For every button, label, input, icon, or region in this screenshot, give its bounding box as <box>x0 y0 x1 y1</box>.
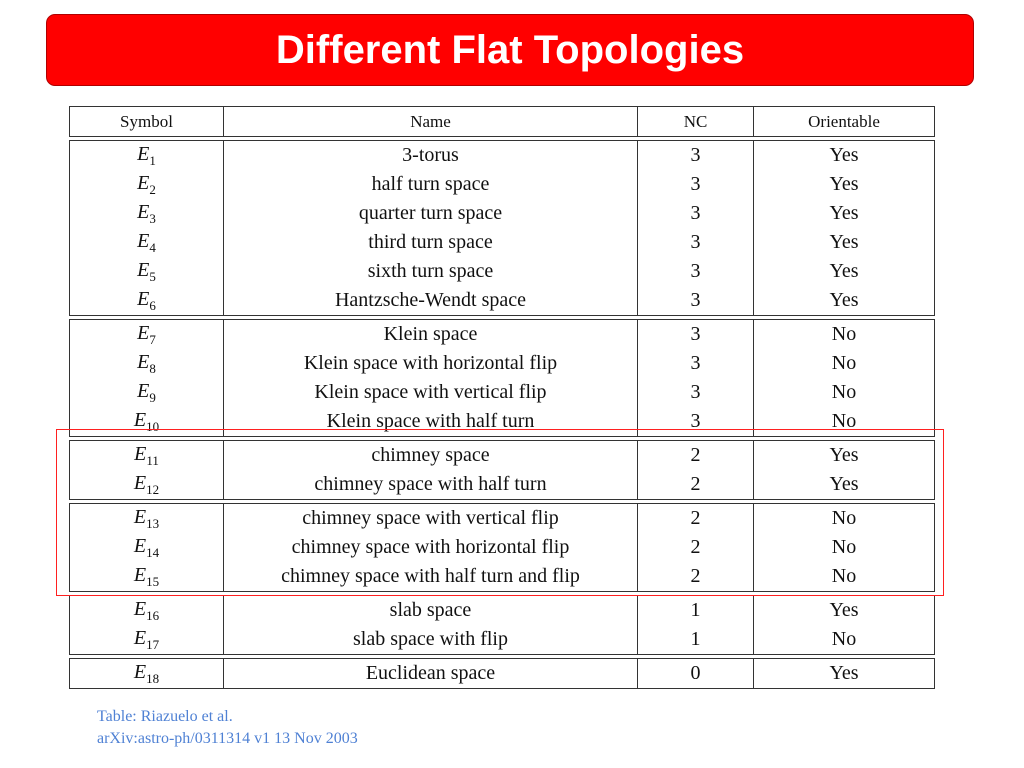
orientable-cell: No <box>754 320 935 350</box>
table-row <box>70 199 935 228</box>
symbol-subscript: 18 <box>146 670 160 686</box>
symbol-cell <box>70 257 224 286</box>
nc-cell: 1 <box>638 625 754 655</box>
symbol-cell <box>70 470 224 500</box>
name-cell: slab space with flip <box>224 625 638 655</box>
table-row <box>70 659 935 689</box>
symbol-cell <box>70 228 224 257</box>
nc-cell: 3 <box>638 407 754 437</box>
nc-cell: 2 <box>638 562 754 592</box>
nc-cell: 2 <box>638 533 754 562</box>
table-row <box>70 286 935 316</box>
table-row <box>70 349 935 378</box>
table-row <box>70 470 935 500</box>
title-banner <box>46 14 974 86</box>
table-row <box>70 378 935 407</box>
header-name: Name <box>224 107 638 137</box>
table-row <box>70 625 935 655</box>
symbol-subscript: 11 <box>146 452 159 468</box>
nc-cell: 3 <box>638 286 754 316</box>
name-cell: sixth turn space <box>224 257 638 286</box>
symbol-subscript: 6 <box>149 297 156 313</box>
symbol-letter: E <box>133 408 147 431</box>
orientable-cell: Yes <box>754 141 935 171</box>
symbol-cell <box>70 659 224 689</box>
symbol-subscript: 7 <box>149 331 156 347</box>
symbol-letter: E <box>133 660 147 683</box>
symbol-cell <box>70 441 224 471</box>
symbol-letter: E <box>133 505 147 528</box>
table-row <box>70 257 935 286</box>
symbol-letter: E <box>137 171 150 194</box>
orientable-cell: No <box>754 349 935 378</box>
nc-cell: 0 <box>638 659 754 689</box>
page-title: Different Flat Topologies <box>275 27 745 72</box>
table-row <box>70 170 935 199</box>
symbol-letter: E <box>137 350 150 373</box>
table-row <box>70 320 935 350</box>
symbol-letter: E <box>133 534 147 557</box>
symbol-letter: E <box>137 287 150 310</box>
symbol-cell <box>70 199 224 228</box>
orientable-cell: Yes <box>754 286 935 316</box>
nc-cell: 2 <box>638 470 754 500</box>
symbol-subscript: 10 <box>146 418 160 434</box>
name-cell: chimney space with vertical flip <box>224 504 638 534</box>
symbol-subscript: 13 <box>146 515 160 531</box>
symbol-letter: E <box>137 200 150 223</box>
table-row <box>70 504 935 534</box>
table-row <box>70 141 935 171</box>
symbol-subscript: 1 <box>149 152 156 168</box>
table-header-row <box>70 107 935 137</box>
symbol-cell <box>70 533 224 562</box>
name-cell: 3-torus <box>224 141 638 171</box>
name-cell: Euclidean space <box>224 659 638 689</box>
table-row <box>70 596 935 626</box>
symbol-letter: E <box>134 442 147 465</box>
orientable-cell: Yes <box>754 170 935 199</box>
symbol-cell <box>70 170 224 199</box>
orientable-cell: Yes <box>754 596 935 626</box>
orientable-cell: Yes <box>754 470 935 500</box>
name-cell: Klein space with horizontal flip <box>224 349 638 378</box>
symbol-cell <box>70 320 224 350</box>
symbol-cell <box>70 504 224 534</box>
symbol-letter: E <box>133 471 147 494</box>
nc-cell: 3 <box>638 257 754 286</box>
symbol-subscript: 8 <box>149 360 156 376</box>
header-nc: NC <box>638 107 754 137</box>
caption-line-2: arXiv:astro-ph/0311314 v1 13 Nov 2003 <box>97 730 358 747</box>
name-cell: Klein space with half turn <box>224 407 638 437</box>
name-cell: chimney space with half turn and flip <box>224 562 638 592</box>
symbol-cell <box>70 562 224 592</box>
nc-cell: 2 <box>638 504 754 534</box>
orientable-cell: No <box>754 378 935 407</box>
symbol-cell <box>70 378 224 407</box>
nc-cell: 3 <box>638 141 754 171</box>
nc-cell: 2 <box>638 441 754 471</box>
symbol-cell <box>70 141 224 171</box>
table-row <box>70 562 935 592</box>
symbol-letter: E <box>133 563 147 586</box>
caption <box>97 706 358 750</box>
topology-table <box>69 106 935 689</box>
name-cell: chimney space with horizontal flip <box>224 533 638 562</box>
orientable-cell: No <box>754 562 935 592</box>
name-cell: Klein space <box>224 320 638 350</box>
symbol-letter: E <box>137 229 150 252</box>
orientable-cell: Yes <box>754 199 935 228</box>
nc-cell: 3 <box>638 170 754 199</box>
nc-cell: 1 <box>638 596 754 626</box>
symbol-subscript: 2 <box>149 181 156 197</box>
table-row <box>70 441 935 471</box>
caption-line-1: Table: Riazuelo et al. <box>97 708 233 725</box>
nc-cell: 3 <box>638 320 754 350</box>
symbol-subscript: 4 <box>149 239 156 255</box>
nc-cell: 3 <box>638 228 754 257</box>
symbol-letter: E <box>137 142 150 165</box>
orientable-cell: No <box>754 407 935 437</box>
symbol-subscript: 14 <box>146 544 160 560</box>
symbol-subscript: 3 <box>149 210 156 226</box>
orientable-cell: Yes <box>754 441 935 471</box>
table-row <box>70 407 935 437</box>
symbol-subscript: 17 <box>146 636 160 652</box>
name-cell: third turn space <box>224 228 638 257</box>
orientable-cell: Yes <box>754 659 935 689</box>
symbol-cell <box>70 286 224 316</box>
orientable-cell: Yes <box>754 257 935 286</box>
orientable-cell: No <box>754 504 935 534</box>
orientable-cell: No <box>754 533 935 562</box>
symbol-subscript: 15 <box>146 573 160 589</box>
name-cell: chimney space with half turn <box>224 470 638 500</box>
nc-cell: 3 <box>638 378 754 407</box>
symbol-cell <box>70 407 224 437</box>
name-cell: Hantzsche-Wendt space <box>224 286 638 316</box>
header-orientable: Orientable <box>754 107 935 137</box>
symbol-letter: E <box>137 258 150 281</box>
name-cell: quarter turn space <box>224 199 638 228</box>
table-row <box>70 228 935 257</box>
symbol-cell <box>70 625 224 655</box>
symbol-subscript: 5 <box>149 268 156 284</box>
symbol-letter: E <box>137 321 150 344</box>
name-cell: chimney space <box>224 441 638 471</box>
orientable-cell: Yes <box>754 228 935 257</box>
symbol-cell <box>70 349 224 378</box>
name-cell: half turn space <box>224 170 638 199</box>
symbol-cell <box>70 596 224 626</box>
name-cell: slab space <box>224 596 638 626</box>
nc-cell: 3 <box>638 349 754 378</box>
symbol-letter: E <box>133 597 147 620</box>
symbol-letter: E <box>133 626 147 649</box>
name-cell: Klein space with vertical flip <box>224 378 638 407</box>
symbol-subscript: 9 <box>149 389 156 405</box>
symbol-subscript: 12 <box>146 481 160 497</box>
nc-cell: 3 <box>638 199 754 228</box>
symbol-letter: E <box>137 379 150 402</box>
symbol-subscript: 16 <box>146 607 160 623</box>
header-symbol: Symbol <box>70 107 224 137</box>
table-row <box>70 533 935 562</box>
orientable-cell: No <box>754 625 935 655</box>
